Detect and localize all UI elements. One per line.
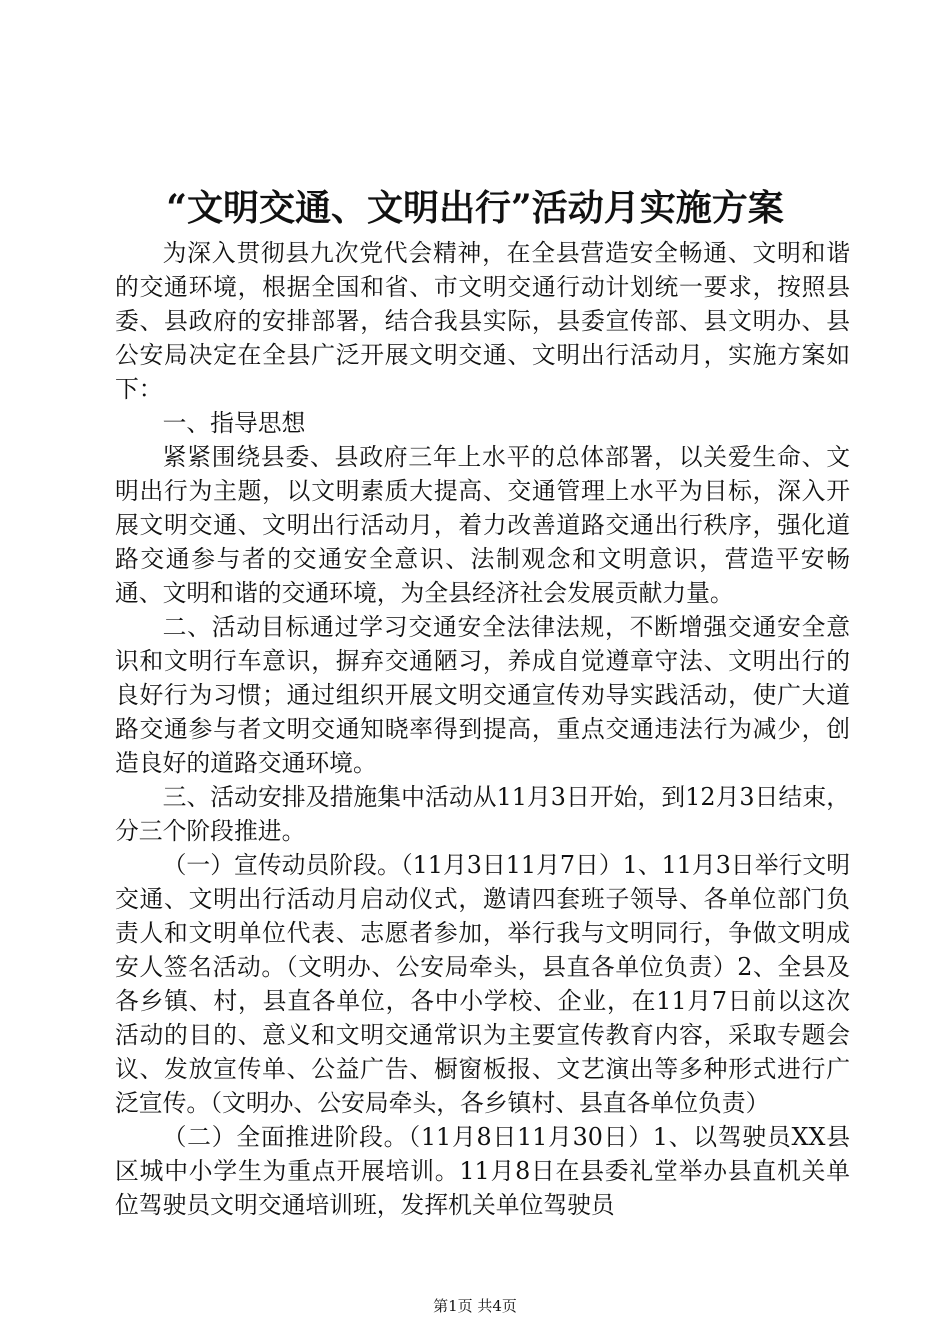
activity-goals-paragraph: 二、活动目标通过学习交通安全法律法规，不断增强交通安全意识和文明行车意识，摒弃交通陋习，养成自觉遵章守法、文明出行的良好行为习惯；通过组织开展文明交通宣传劝导实践活动，使广大道路交通参与者文明交通知晓率得到提高，重点交通违法行为减少，创造良好的道路交通环境。 (115, 613, 850, 777)
guiding-ideology-paragraph: 紧紧围绕县委、县政府三年上水平的总体部署，以关爱生命、文明出行为主题，以文明素质大提高、交通管理上水平为目标，深入开展文明交通、文明出行活动月，着力改善道路交通出行秩序，强化道路交通参与者的交通安全意识、法制观念和文明意识，营造平安畅通、文明和谐的交通环境，为全县经济社会发展贡献力量。 (115, 443, 850, 607)
document-body (115, 236, 850, 1222)
section-heading-guiding-ideology: 一、指导思想 (162, 409, 306, 437)
activity-arrangement-paragraph: 三、活动安排及措施集中活动从11月3日开始，到12月3日结束，分三个阶段推进。 (115, 783, 850, 845)
page-number-footer: 第1页 共4页 (433, 1297, 517, 1315)
phase-one-paragraph: （一）宣传动员阶段。（11月3日11月7日）1、11月3日举行文明交通、文明出行活动月启动仪式，邀请四套班子领导、各单位部门负责人和文明单位代表、志愿者参加，举行我与文明同行，争做文明成安人签名活动。（文明办、公安局牵头，县直各单位负责）2、全县及各乡镇、村，县直各单位，各中小学校、企业，在11月7日前以这次活动的目的、意义和文明交通常识为主要宣传教育内容，采取专题会议、发放宣传单、公益广告、橱窗板报、文艺演出等多种形式进行广泛宣传。（文明办、公安局牵头，各乡镇村、县直各单位负责） (115, 851, 850, 1117)
intro-paragraph: 为深入贯彻县九次党代会精神，在全县营造安全畅通、文明和谐的交通环境，根据全国和省、市文明交通行动计划统一要求，按照县委、县政府的安排部署，结合我县实际，县委宣传部、县文明办、县公安局决定在全县广泛开展文明交通、文明出行活动月，实施方案如下： (115, 239, 850, 403)
phase-two-paragraph: （二）全面推进阶段。（11月8日11月30日）1、以驾驶员XX县区城中小学生为重点开展培训。11月8日在县委礼堂举办县直机关单位驾驶员文明交通培训班，发挥机关单位驾驶员 (115, 1123, 850, 1219)
document-title: “文明交通、文明出行”活动月实施方案 (166, 187, 784, 229)
